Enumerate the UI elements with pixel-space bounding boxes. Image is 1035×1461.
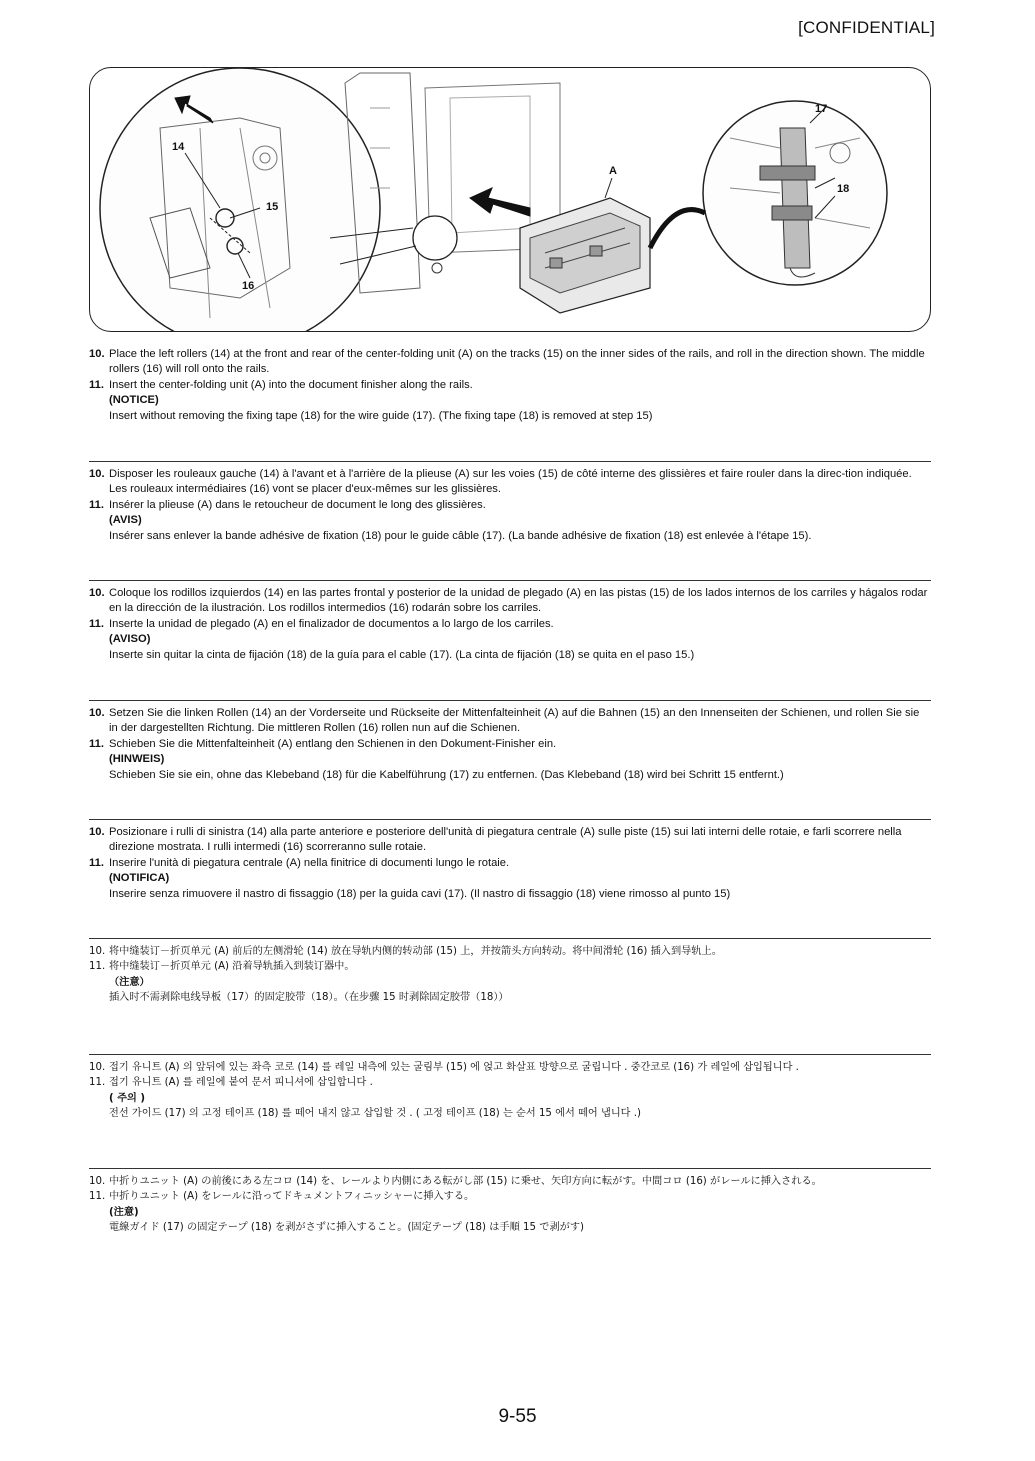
- base-zoom-circle: [413, 216, 457, 260]
- step-text: Insert the center-folding unit (A) into the document finisher along the rails.: [109, 378, 473, 391]
- notice-text: Inserte sin quitar la cinta de fijación (18) de la guía para el cable (17). (La cinta de fijación (18) se quita en el paso 15.): [109, 648, 695, 661]
- step-text: Posizionare i rulli di sinistra (14) alla parte anteriore e posteriore dell'unità di piegatura centrale (A) sulle piste (15) sui lati interni delle rotaie, e farli scorrere nella direzione mostrata. I rulli intermedi (16) scorreranno sulle rotaie.: [109, 826, 902, 854]
- notice-label: (注意): [109, 1206, 139, 1218]
- step-text: 접기 유니트 (A) 를 레일에 붙여 문서 피니셔에 삽입합니다 .: [109, 1077, 373, 1089]
- callout-15: 15: [266, 201, 279, 213]
- callout-17: 17: [815, 103, 828, 115]
- notice-label: ( 주의 ): [109, 1092, 146, 1104]
- notice-text: Insérer sans enlever la bande adhésive de fixation (18) pour le guide câble (17). (La bande adhésive de fixation (18) est enlevée à l'étape 15).: [109, 529, 812, 542]
- step-text: 将中缝装订－折页单元 (A) 沿着导轨插入到装订器中。: [109, 961, 355, 973]
- notice-label: (AVISO): [109, 633, 151, 646]
- notice-text: 電線ガイド (17) の固定テープ (18) を剥がさずに挿入すること。(固定テープ (18) は手順 15 で剥がす): [109, 1222, 584, 1234]
- section-korean: [89, 1054, 931, 1122]
- notice-label: (NOTIFICA): [109, 872, 170, 885]
- notice-text: Schieben Sie sie ein, ohne das Klebeband (18) für die Kabelführung (17) zu entfernen. (Das Klebeband (18) wird bei Schritt 15 entfernt.): [109, 768, 784, 781]
- notice-label: （注意）: [109, 976, 150, 988]
- step-number: 11.: [89, 617, 104, 630]
- callout-18: 18: [837, 183, 850, 195]
- section-japanese: [89, 1168, 931, 1236]
- callout-a: A: [609, 165, 617, 177]
- step-text: 접기 유니트 (A) 의 앞뒤에 있는 좌측 코로 (14) 를 레일 내측에 있는 굴림부 (15) 에 얹고 화살표 방향으로 굴립니다 . 중간코로 (16) 가 레일에 삽입됩니다 .: [109, 1062, 799, 1073]
- wire-guide-17: [780, 128, 810, 268]
- step-number: 11.: [89, 498, 104, 511]
- step-text: Coloque los rodillos izquierdos (14) en las partes frontal y posterior de la unidad de plegado (A) en las pistas (15) de los lados internos de los carriles y hágalos rodar en la dirección de la ilustración. Los rodillos intermedios (16) rodarán sobre los carriles.: [109, 587, 928, 615]
- notice-label: (AVIS): [109, 514, 142, 527]
- step-number: 11.: [89, 856, 104, 869]
- step-text: Setzen Sie die linken Rollen (14) an der Vorderseite und Rückseite der Mittenfalteinheit (A) auf die Bahnen (15) an den Innenseiten der Schienen, und rollen Sie sie in der dargestellten Richtung. Die mittleren Rollen (16) rollen nun auf die Schienen.: [109, 707, 920, 735]
- step-number: 10.: [89, 468, 105, 480]
- step-number: 10.: [89, 587, 105, 599]
- page-number: 9-55: [498, 1406, 537, 1427]
- step-text: Schieben Sie die Mittenfalteinheit (A) entlang den Schienen in den Dokument-Finisher ein.: [109, 737, 557, 750]
- section-french: [89, 461, 931, 544]
- callout-14: 14: [172, 141, 185, 153]
- step-number: 10.: [89, 348, 105, 360]
- left-detail-circle: [100, 68, 380, 332]
- step-text: 中折りユニット (A) の前後にある左コロ (14) を、レールより内側にある転がし部 (15) に乗せ、矢印方向に転がす。中間コロ (16) がレールに挿入される。: [109, 1176, 822, 1187]
- section-spanish: [89, 580, 931, 663]
- fixing-tape-lower: [772, 206, 812, 220]
- step-text: Inserire l'unità di piegatura centrale (A) nella finitrice di documenti lungo le rotaie.: [109, 856, 510, 869]
- step-number: 10.: [89, 826, 105, 838]
- notice-text: Inserire senza rimuovere il nastro di fissaggio (18) per la guida cavi (17). (Il nastro di fissaggio (18) viene rimosso al punto 15): [109, 887, 731, 900]
- fixing-tape-upper: [760, 166, 815, 180]
- step-text: 将中缝装订－折页单元 (A) 前后的左侧滑轮 (14) 放在导轨内侧的转动部 (15) 上，并按箭头方向转动。将中间滑轮 (16) 插入到导轨上。: [109, 946, 722, 957]
- step-number: 10.: [89, 946, 106, 957]
- step-number: 11.: [89, 961, 106, 973]
- step-number: 11.: [89, 378, 104, 391]
- notice-text: 전선 가이드 (17) 의 고정 테이프 (18) 를 떼어 내지 않고 삽입할 것 . ( 고정 테이프 (18) 는 순서 15 에서 떼어 냅니다 .): [109, 1108, 641, 1120]
- step-text: Disposer les rouleaux gauche (14) à l'avant et à l'arrière de la plieuse (A) sur les voies (15) de côté interne des glissières et faire rouler dans la direc-tion indiquée. Les rouleaux intermédiaires (16) vont se placer d'eux-mêmes sur les glissières.: [109, 468, 912, 496]
- step-number: 11.: [89, 1191, 106, 1203]
- notice-label: (HINWEIS): [109, 753, 165, 766]
- insertion-arrow: [470, 188, 530, 216]
- step-text: 中折りユニット (A) をレールに沿ってドキュメントフィニッシャーに挿入する。: [109, 1191, 475, 1203]
- step-text: Inserte la unidad de plegado (A) en el finalizador de documentos a lo largo de los carriles.: [109, 617, 554, 630]
- callout-16: 16: [242, 280, 255, 292]
- installation-figure: [89, 67, 931, 332]
- step-text: Insérer la plieuse (A) dans le retoucheur de document le long des glissières.: [109, 498, 486, 511]
- section-italian: [89, 819, 931, 902]
- section-chinese: [89, 938, 931, 1006]
- confidential-mark: [CONFIDENTIAL]: [798, 18, 935, 37]
- step-number: 10.: [89, 1062, 106, 1073]
- step-number: 10.: [89, 707, 105, 719]
- step-number: 11.: [89, 1077, 106, 1089]
- step-number: 10.: [89, 1176, 106, 1187]
- step-text: Place the left rollers (14) at the front and rear of the center-folding unit (A) on the tracks (15) on the inner sides of the rails, and roll in the direction shown. The middle rollers (16) will roll onto the rails.: [109, 348, 925, 376]
- notice-label: (NOTICE): [109, 394, 159, 407]
- notice-text: 插入时不需剥除电线导板（17）的固定胶带（18）。（在步骤 15 时剥除固定胶带（18））: [109, 992, 509, 1004]
- installation-illustration: [90, 68, 931, 332]
- section-english: [89, 347, 931, 424]
- section-german: [89, 700, 931, 783]
- notice-text: Insert without removing the fixing tape (18) for the wire guide (17). (The fixing tape (18) is removed at step 15): [109, 409, 653, 422]
- step-number: 11.: [89, 737, 104, 750]
